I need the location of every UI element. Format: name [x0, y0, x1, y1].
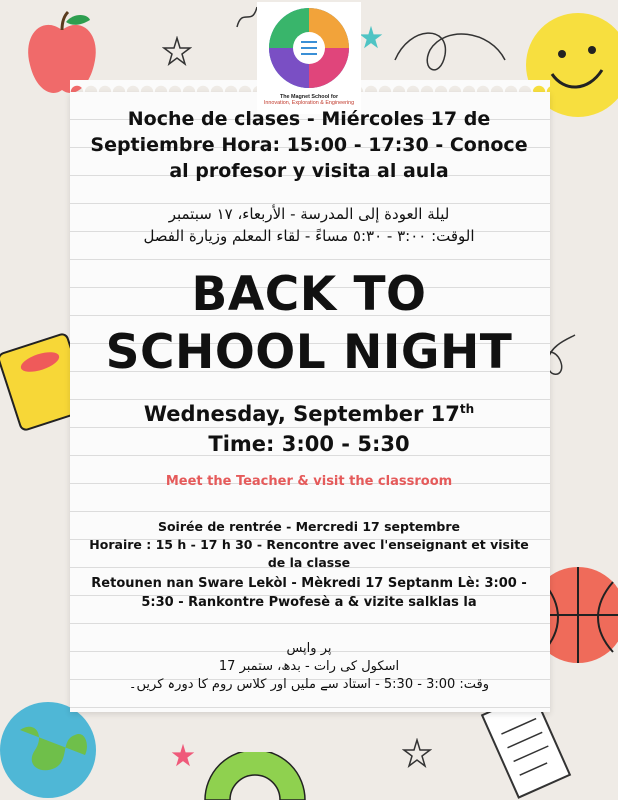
- english-date: [0, 394, 618, 429]
- logo-emblem-icon: [265, 4, 353, 92]
- star-icon: [162, 36, 192, 66]
- urdu-block: [0, 640, 618, 676]
- title-line1: BACK TO: [191, 267, 427, 322]
- logo-line1: The Magnet School for: [279, 94, 339, 100]
- english-date-time: [0, 394, 618, 459]
- french-line2: Horaire : 15 h - 17 h 30 - Rencontre avec l'enseignant et visite de la classe: [89, 537, 529, 570]
- french-block: [0, 518, 618, 572]
- haitian-text: Retounen nan Sware Lekòl - Mèkredi 17 Septanm Lè: 3:00 - 5:30 - Rankontre Pwofesè a & vizite salklas la: [91, 576, 527, 610]
- french-line1: Soirée de rentrée - Mercredi 17 septembre: [157, 519, 461, 534]
- outline-star-icon: [402, 738, 432, 768]
- pink-star-icon: [170, 742, 196, 768]
- protractor-icon: [200, 752, 310, 800]
- urdu-line3: وقت: 3:00 - 5:30 - استاد سے ملیں اور کلاس روم کا دورہ کریں۔: [128, 677, 490, 692]
- date-suffix: th: [459, 402, 475, 416]
- logo-line2: Innovation, Exploration & Engineering: [263, 100, 355, 106]
- spanish-text: Noche de clases - Miércoles 17 de Septiembre Hora: 15:00 - 17:30 - Conoce al profesor y visita al aula: [90, 108, 528, 182]
- school-logo: [257, 2, 361, 114]
- arabic-line2: الوقت: ٣:٠٠ - ٥:٣٠ مساءً - لقاء المعلم وزيارة الفصل: [143, 227, 475, 245]
- urdu-line2: اسکول کی رات - بدھ، ستمبر 17: [218, 659, 400, 674]
- urdu-line1: پر واپس: [286, 641, 332, 656]
- english-date-text: Wednesday, September 17: [143, 402, 460, 426]
- title-line2: SCHOOL NIGHT: [105, 325, 513, 380]
- arabic-block: [0, 203, 618, 247]
- arabic-line1: ليلة العودة إلى المدرسة - الأربعاء، ١٧ سبتمبر: [168, 205, 450, 223]
- teal-star-icon: [358, 24, 384, 50]
- english-time: Time: 3:00 - 5:30: [208, 432, 410, 456]
- page-title: [0, 266, 618, 382]
- meet-teacher-text: Meet the Teacher & visit the classroom: [165, 474, 453, 489]
